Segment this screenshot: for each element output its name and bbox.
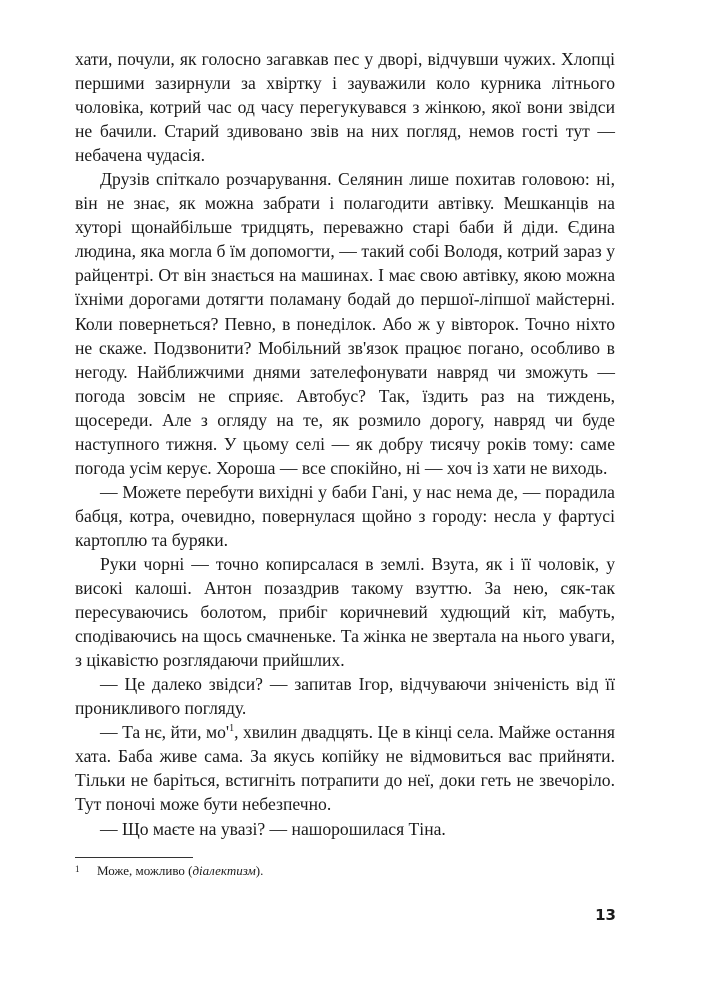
footnote-divider — [75, 857, 193, 858]
paragraph: Руки чорні — точно копирсалася в землі. Взута, як і її чоловік, у високі калоші. Антон позаздрив такому взуттю. За нею, сяк-так пересуваючись болотом, прибіг коричневий худющий кіт, мабуть, сподіваючись на щось смачненьке. Та жінка не звертала на нього уваги, з цікавістю розглядаючи прийшлих. — [75, 553, 615, 671]
paragraph: — Можете перебути вихідні у баби Гані, у нас нема де, — порадила бабця, котра, очевидно, повернулася щойно з городу: несла у фартусі картоплю та буряки. — [75, 481, 615, 550]
page-number: 13 — [595, 906, 616, 924]
paragraph-text: — Та нє, йти, мо'$^1$, хвилин двадцять. Це в кінці села. Майже остання хата. Баба живе сама. За якусь копійку не відмовиться вас прийняти. Тільки не баріться, встигніть потрапити до неї, доки геть не звечоріло. Тут поночі може бути небезпечно. — [75, 722, 615, 815]
footnote-reference: 1 — [229, 723, 235, 735]
footnote-emphasis: діалектизм — [192, 863, 256, 878]
footnote-text: Може, можливо ( — [97, 863, 193, 878]
paragraph: хати, почули, як голосно загавкав пес у дворі, відчувши чужих. Хлопці першими зазирнули за хвіртку і зауважили коло курника літнього чоловіка, котрий час од часу перегукувався з жінкою, якої вони звідси не бачили. Старий здивовано звів на них погляд, немов гості тут — небачена чудасія. — [75, 49, 615, 166]
paragraph: — Що маєте на увазі? — нашорошилася Тіна. — [100, 818, 446, 839]
paragraph: Друзів спіткало розчарування. Селянин лише похитав головою: ні, він не знає, як можна забрати і полагодити автівку. Мешканців на хуторі щонайбільше тридцять, переважно старі баби й діди. Єдина людина, яка могла б їм допомогти, — такий собі Володя, котрий зараз у райцентрі. От він знається на машинах. І має свою автівку, якою можна їхніми дорогами дотягти поламану бодай до першої-ліпшої майстерні. Коли повернеться? Певно, в понеділок. Або ж у вівторок. Точно ніхто не скаже. Подзвонити? Мобільний зв'язок працює погано, особливо в негоду. Найближчими днями зателефонувати навряд чи зможуть — погода зовсім не сприяє. Автобус? Так, їздить раз на тиждень, щосереди. Але з огляду на те, як розмило дорогу, навряд чи буде наступного тижня. У цьому селі — як добру тисячу років тому: саме погода усім керує. Хороша — все спокійно, ні — хоч із хати не виходь. — [75, 169, 615, 478]
footnote-text-end: ). — [255, 863, 264, 878]
footnote-number: 1 — [75, 864, 80, 874]
paragraph: — Це далеко звідси? — запитав Ігор, відчуваючи зніченість від її проникливого погляду. — [75, 674, 615, 719]
body-text — [75, 47, 615, 841]
footnote — [75, 862, 615, 880]
paragraph-with-footnote — [75, 720, 615, 816]
